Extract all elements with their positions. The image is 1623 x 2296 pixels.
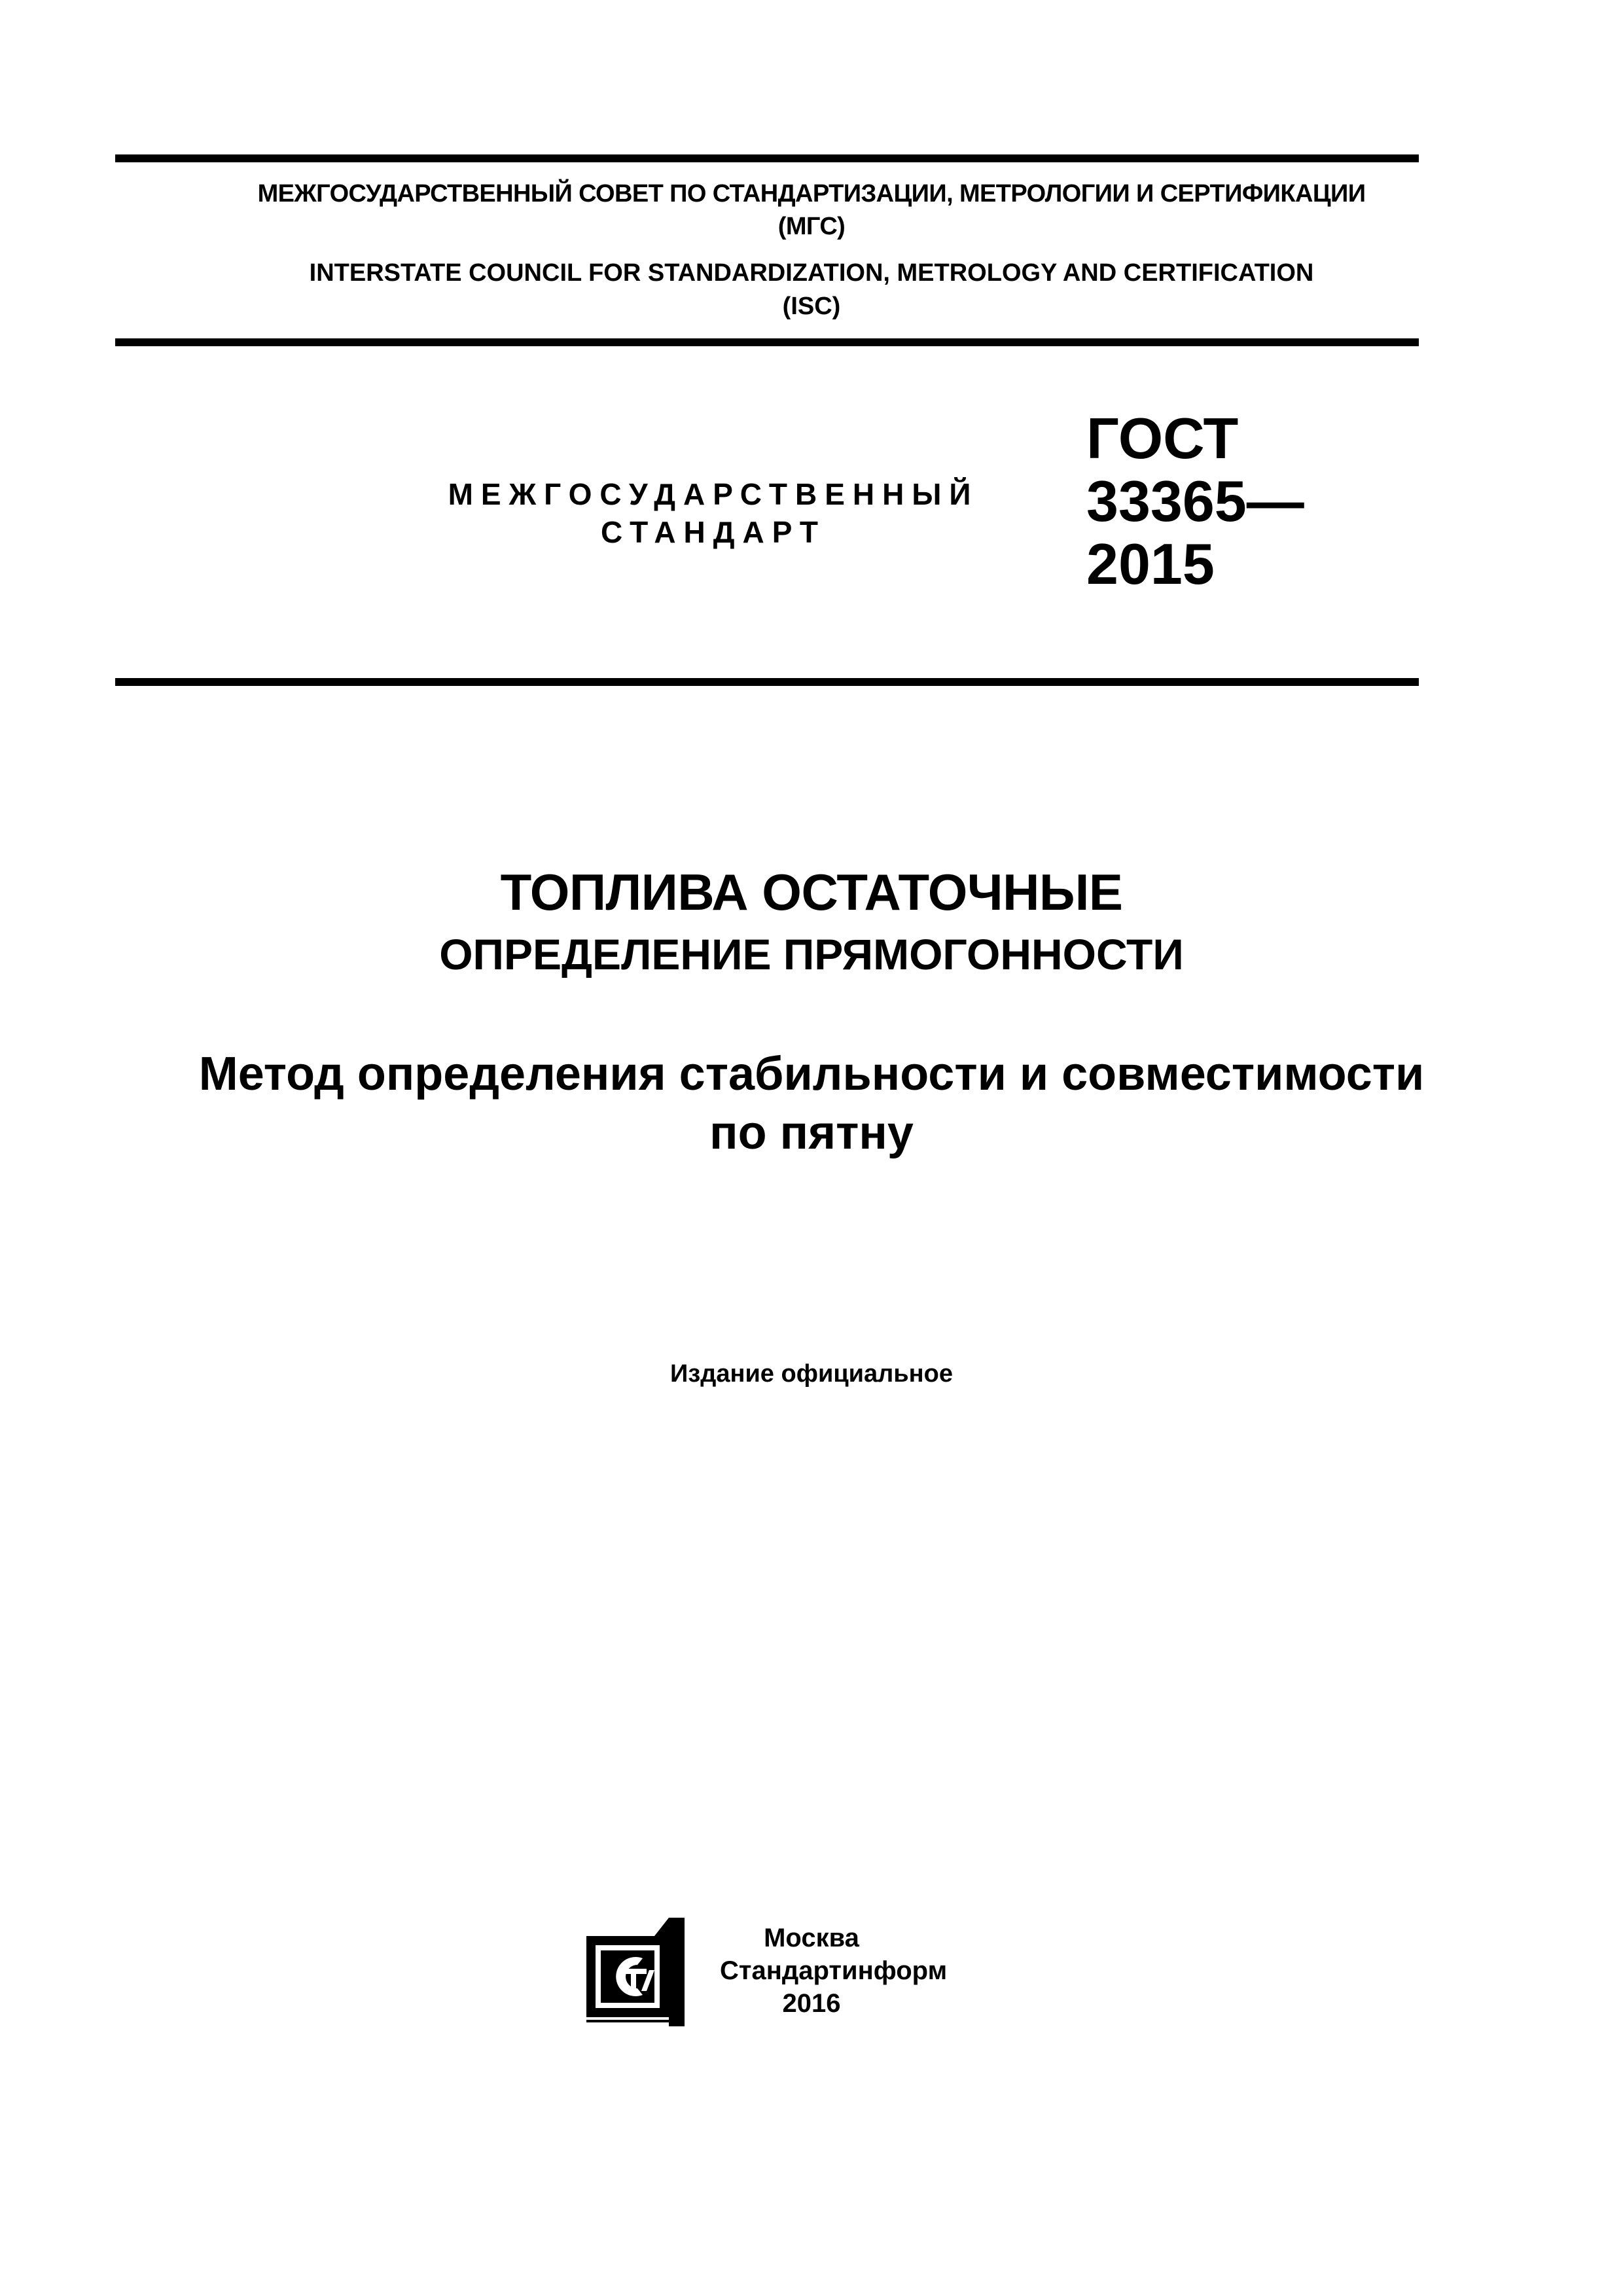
council-abbr-en: (ISC) [782,293,841,320]
council-abbr-ru: (МГС) [777,213,846,240]
standard-year: 2015 [1086,531,1215,596]
method-title-line1: Метод определения стабильности и совместимости [198,1048,1425,1100]
standard-type-line2: СТАНДАРТ [601,515,826,549]
standard-type-line1: МЕЖГОСУДАРСТВЕННЫЙ [448,477,979,511]
publisher-name: Стандартинформ [720,1956,948,1985]
publisher-block [720,1922,948,2020]
standartinform-logo-icon [586,1918,691,2026]
standard-number: 33365— [1086,469,1304,533]
standard-type [432,475,995,551]
council-name-ru: МЕЖГОСУДАРСТВЕННЫЙ СОВЕТ ПО СТАНДАРТИЗАЦИИ, МЕТРОЛОГИИ И СЕРТИФИКАЦИИ [257,180,1366,207]
standard-designation [1086,407,1304,596]
header-bottom-rule [115,338,1419,346]
document-title-line1: ТОПЛИВА ОСТАТОЧНЫЕ [500,863,1123,921]
publisher-city: Москва [764,1924,859,1952]
standard-code: ГОСТ [1086,406,1239,471]
council-name-en: INTERSTATE COUNCIL FOR STANDARDIZATION, METROLOGY AND CERTIFICATION [309,259,1314,287]
document-title-line2: ОПРЕДЕЛЕНИЕ ПРЯМОГОННОСТИ [439,930,1184,978]
publisher-year: 2016 [782,1989,841,2018]
method-title-line2: по пятну [709,1107,914,1159]
edition-label: Издание официальное [670,1360,953,1388]
designation-bottom-rule [115,678,1419,686]
header-top-rule [115,154,1419,162]
